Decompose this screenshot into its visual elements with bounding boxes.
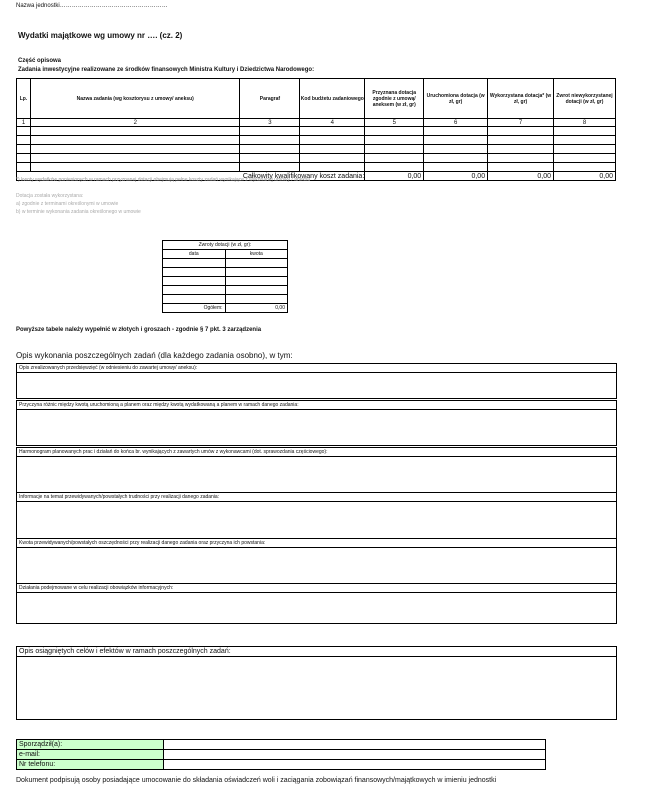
- col-number: 7: [488, 119, 554, 127]
- total-used: 0,00: [488, 172, 554, 181]
- footnote-line: a) zgodnie z terminami określonymi w umowie: [16, 201, 119, 207]
- col-number: 2: [30, 119, 240, 127]
- section-box: [16, 538, 617, 584]
- section-box: [16, 363, 617, 399]
- col-header-paragraph: Paragraf: [240, 79, 300, 119]
- col-number: 5: [365, 119, 424, 127]
- table-row: [163, 295, 288, 304]
- email-field[interactable]: [164, 750, 546, 760]
- part-label: Część opisowa: [18, 58, 62, 64]
- total-refund: 0,00: [554, 172, 616, 181]
- phone-field[interactable]: [164, 760, 546, 770]
- footer-note: Dokument podpisują osoby posiadające umocowanie do składania oświadczeń woli i zaciągania zobowiązań finansowych/majątkowych w imieniu jednostki: [16, 777, 497, 784]
- col-header-task-name: Nazwa zadania (wg kosztorysu z umowy/ aneksu): [30, 79, 240, 119]
- section-box: [16, 583, 617, 624]
- col-number: 6: [424, 119, 488, 127]
- table-row: [163, 277, 288, 286]
- refunds-title: Zwroty dotacji (w zł, gr):: [163, 241, 288, 250]
- col-header-released: Uruchomiona dotacja (w zł, gr): [424, 79, 488, 119]
- section-label: Informacje na temat przewidywanych/powstałych trudności przy realizacji danego zadania:: [17, 493, 616, 502]
- section-box: [16, 400, 617, 446]
- fill-note: Powyższe tabele należy wypełnić w złotych i groszach - zgodnie § 7 pkt. 3 zarządzenia: [16, 327, 262, 333]
- unit-name: Nazwa jednostki………………………………………………: [16, 3, 168, 9]
- prepared-by-field[interactable]: [164, 740, 546, 750]
- section-label: Harmonogram planowanych prac i działań do końca br. wynikających z zawartych umów z wykonawcami (dot. sprawozdania częściowego):: [17, 448, 616, 457]
- table-row: [163, 259, 288, 268]
- section-input[interactable]: [17, 373, 616, 397]
- section-label: Przyczyna różnic między kwotą uruchomioną a planem oraz między kwotą wydatkowaną a planem w ramach danego zadania:: [17, 401, 616, 410]
- refunds-table: [162, 240, 288, 313]
- goals-heading: Opis osiągniętych celów i efektów w ramach poszczególnych zadań:: [17, 647, 616, 657]
- table-row: [163, 286, 288, 295]
- section-input[interactable]: [17, 410, 616, 444]
- col-number: 1: [17, 119, 31, 127]
- email-label: e-mail:: [17, 750, 164, 760]
- footnote-line: b) w terminie wykonania zadania określonego w umowie: [16, 209, 141, 215]
- table-row: [17, 127, 616, 136]
- table-row: [17, 163, 616, 172]
- table-subtitle: Zadania inwestycyjne realizowane ze środków finansowych Ministra Kultury i Dziedzictwa Narodowego:: [18, 67, 315, 73]
- phone-label: Nr telefonu:: [17, 760, 164, 770]
- col-header-lp: Lp.: [17, 79, 31, 119]
- col-header-granted: Przyznana dotacja zgodnie z umową/ aneksem (w zł, gr): [365, 79, 424, 119]
- footnote-star: *) kwoty wydatków poniesionych w ramach przyznanej dotacji obejmują pełne koszty zadań wynikające z wykonanej umowy / aneksu: [16, 177, 311, 183]
- refunds-sum-label: Ogółem:: [163, 304, 226, 313]
- section-input[interactable]: [17, 502, 616, 537]
- tasks-table: [16, 78, 616, 181]
- col-header-budget-code: Kod budżetu zadaniowego: [300, 79, 365, 119]
- col-number: 4: [300, 119, 365, 127]
- tasks-heading: Opis wykonania poszczególnych zadań (dla każdego zadania osobno), w tym:: [16, 351, 293, 360]
- total-granted: 0,00: [365, 172, 424, 181]
- footnote-line: Dotacja została wykorzystana:: [16, 193, 84, 199]
- section-label: Opis zrealizowanych przedsięwzięć (w odniesieniu do zawartej umowy/ aneksu):: [17, 364, 616, 373]
- col-number: 8: [554, 119, 616, 127]
- total-released: 0,00: [424, 172, 488, 181]
- section-input[interactable]: [17, 548, 616, 582]
- section-box: [16, 447, 617, 493]
- page-title: Wydatki majątkowe wg umowy nr …. (cz. 2): [18, 31, 183, 40]
- table-row: [163, 268, 288, 277]
- goals-box: [16, 646, 617, 720]
- section-input[interactable]: [17, 457, 616, 491]
- col-header-used: Wykorzystana dotacja* (w zł, gr): [488, 79, 554, 119]
- col-header-refund: Zwrot niewykorzystanej dotacji (w zł, gr): [554, 79, 616, 119]
- section-label: Kwota przewidywanych/powstałych oszczędności przy realizacji danego zadania oraz przyczyna ich powstania:: [17, 539, 616, 548]
- col-number: 3: [240, 119, 300, 127]
- prepared-by-label: Sporządził(a):: [17, 740, 164, 750]
- table-row: [17, 145, 616, 154]
- goals-input[interactable]: [17, 657, 616, 718]
- total-label: Całkowity kwalifikowany koszt zadania:: [17, 172, 365, 181]
- table-row: [17, 136, 616, 145]
- refunds-col-amount: kwota: [225, 250, 287, 259]
- refunds-col-date: data: [163, 250, 226, 259]
- section-input[interactable]: [17, 593, 616, 622]
- table-row: [17, 154, 616, 163]
- refunds-sum-value: 0,00: [225, 304, 287, 313]
- section-box: [16, 492, 617, 539]
- section-label: Działania podejmowane w celu realizacji obowiązków informacyjnych:: [17, 584, 616, 593]
- signature-table: [16, 739, 546, 770]
